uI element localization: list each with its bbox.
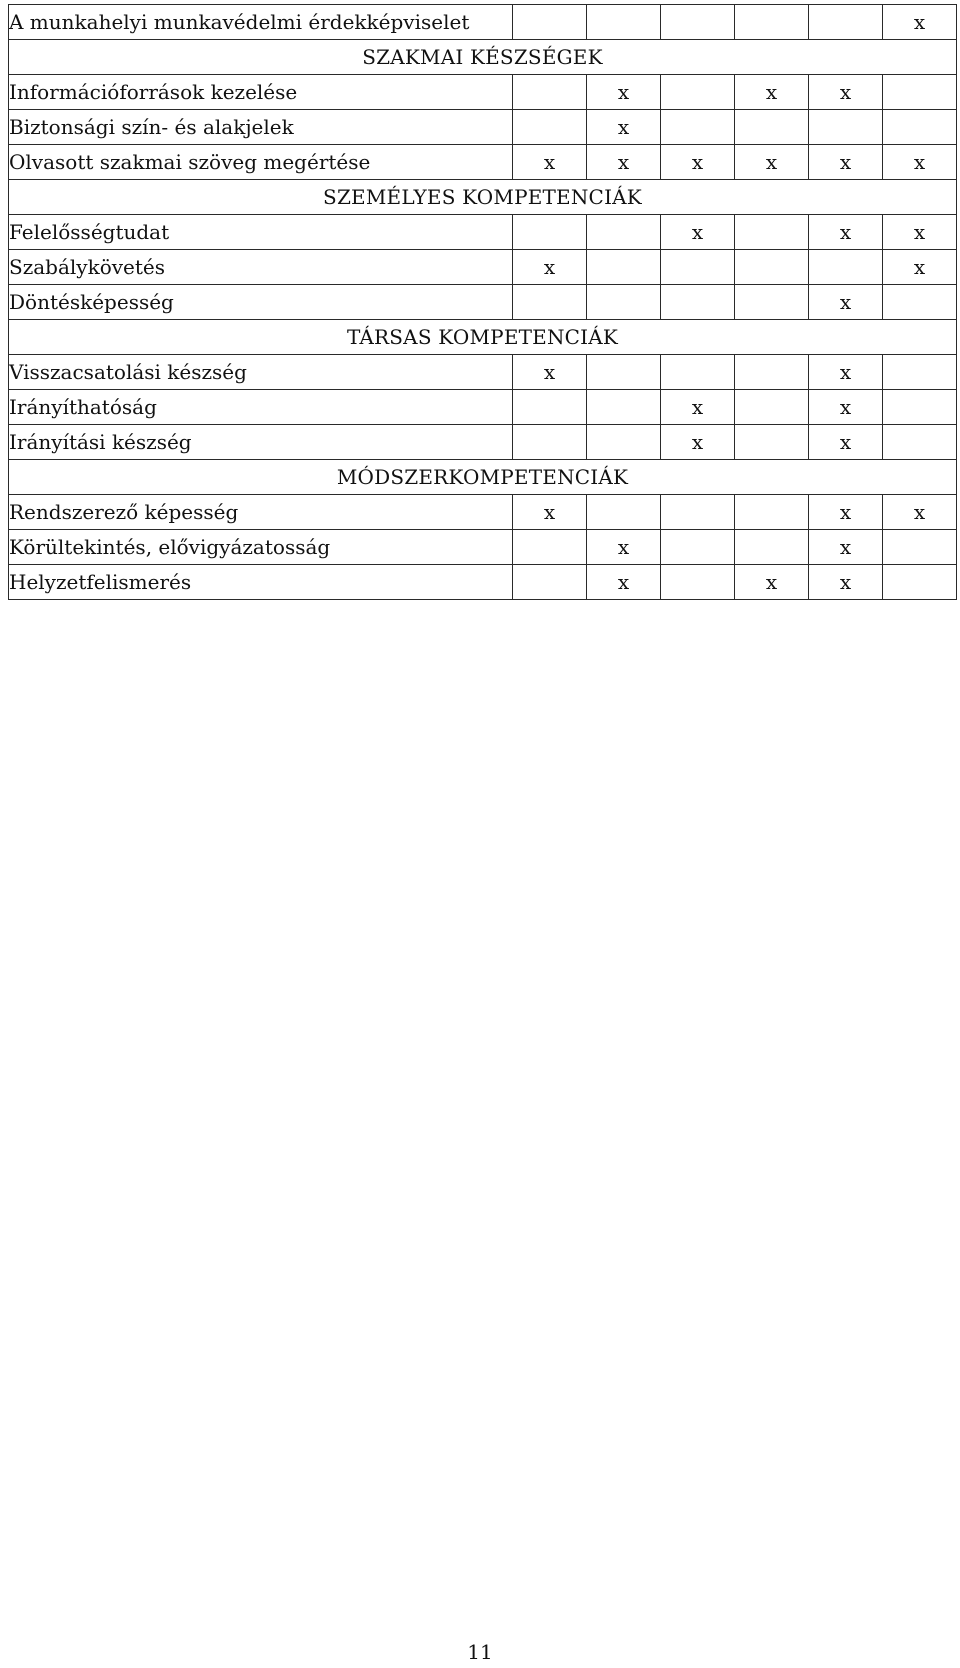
mark-cell [883,285,957,320]
mark-cell: x [809,390,883,425]
mark-cell [883,565,957,600]
mark-cell: x [513,495,587,530]
row-label: Irányíthatóság [9,390,513,425]
row-label: Irányítási készség [9,425,513,460]
mark-cell: x [587,110,661,145]
table-row [9,565,957,600]
table-row [9,5,957,40]
mark-cell [883,75,957,110]
row-label: Információforrások kezelése [9,75,513,110]
row-label: Döntésképesség [9,285,513,320]
row-label: Biztonsági szín- és alakjelek [9,110,513,145]
mark-cell: x [883,215,957,250]
table-row [9,530,957,565]
mark-cell [513,390,587,425]
row-label: Olvasott szakmai szöveg megértése [9,145,513,180]
section-header-row [9,460,957,495]
mark-cell: x [809,495,883,530]
mark-cell [513,425,587,460]
section-header: SZAKMAI KÉSZSÉGEK [9,40,957,75]
table-row [9,215,957,250]
mark-cell: x [809,425,883,460]
mark-cell [735,355,809,390]
mark-cell [735,110,809,145]
mark-cell [661,355,735,390]
mark-cell: x [735,145,809,180]
mark-cell: x [661,425,735,460]
page-number: 11 [467,1640,493,1664]
mark-cell: x [809,355,883,390]
mark-cell [883,425,957,460]
mark-cell: x [809,145,883,180]
table-row [9,355,957,390]
mark-cell [587,250,661,285]
mark-cell: x [735,565,809,600]
table-row [9,495,957,530]
mark-cell: x [883,495,957,530]
mark-cell: x [809,285,883,320]
row-label: Visszacsatolási készség [9,355,513,390]
mark-cell [661,285,735,320]
row-label: A munkahelyi munkavédelmi érdekképviselet [9,5,513,40]
mark-cell [513,530,587,565]
section-header-row [9,180,957,215]
mark-cell [513,285,587,320]
mark-cell: x [587,75,661,110]
mark-cell: x [809,75,883,110]
table-row [9,390,957,425]
mark-cell: x [883,250,957,285]
mark-cell: x [809,215,883,250]
mark-cell [735,215,809,250]
section-header-row [9,40,957,75]
mark-cell [661,5,735,40]
mark-cell [735,390,809,425]
row-label: Felelősségtudat [9,215,513,250]
section-header-row [9,320,957,355]
mark-cell [735,425,809,460]
row-label: Helyzetfelismerés [9,565,513,600]
mark-cell [809,250,883,285]
mark-cell: x [587,565,661,600]
mark-cell: x [735,75,809,110]
mark-cell: x [661,390,735,425]
mark-cell: x [587,145,661,180]
mark-cell [513,565,587,600]
mark-cell [587,425,661,460]
mark-cell [735,285,809,320]
mark-cell [735,250,809,285]
mark-cell [661,250,735,285]
mark-cell [587,215,661,250]
mark-cell [809,5,883,40]
table-row [9,75,957,110]
mark-cell [513,75,587,110]
mark-cell [513,5,587,40]
mark-cell [513,110,587,145]
mark-cell: x [661,215,735,250]
section-header: MÓDSZERKOMPETENCIÁK [9,460,957,495]
mark-cell [809,110,883,145]
mark-cell [661,495,735,530]
mark-cell: x [513,250,587,285]
table-row [9,425,957,460]
competency-table-body [9,5,957,600]
mark-cell: x [809,530,883,565]
mark-cell: x [809,565,883,600]
row-label: Szabálykövetés [9,250,513,285]
mark-cell: x [587,530,661,565]
table-row [9,145,957,180]
row-label: Körültekintés, elővigyázatosság [9,530,513,565]
section-header: SZEMÉLYES KOMPETENCIÁK [9,180,957,215]
mark-cell [587,390,661,425]
mark-cell [587,5,661,40]
mark-cell [587,495,661,530]
mark-cell [883,110,957,145]
competency-table-container [8,4,956,600]
row-label: Rendszerező képesség [9,495,513,530]
table-row [9,250,957,285]
mark-cell: x [661,145,735,180]
mark-cell [883,390,957,425]
mark-cell: x [513,355,587,390]
mark-cell: x [883,145,957,180]
mark-cell [735,530,809,565]
mark-cell: x [883,5,957,40]
table-row [9,110,957,145]
mark-cell [735,5,809,40]
mark-cell [883,355,957,390]
competency-table [8,4,957,600]
mark-cell [661,530,735,565]
mark-cell [587,285,661,320]
mark-cell [883,530,957,565]
mark-cell [513,215,587,250]
mark-cell [661,110,735,145]
mark-cell [661,565,735,600]
table-row [9,285,957,320]
mark-cell: x [513,145,587,180]
section-header: TÁRSAS KOMPETENCIÁK [9,320,957,355]
mark-cell [735,495,809,530]
mark-cell [661,75,735,110]
mark-cell [587,355,661,390]
